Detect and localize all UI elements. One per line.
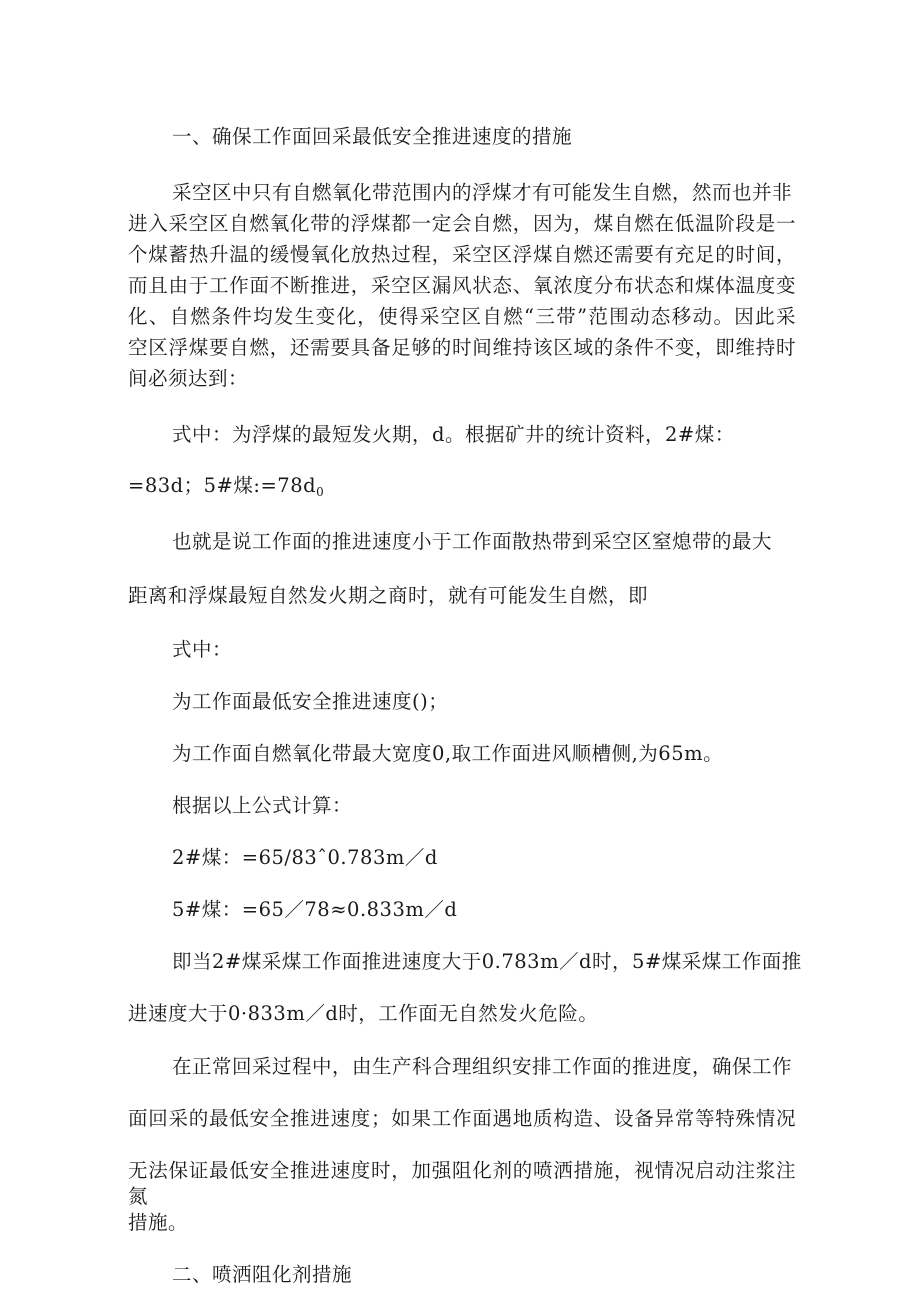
paragraph-1-line-5: 化、自燃条件均发生变化，使得采空区自燃“三带”范围动态移动。因此采 [128, 305, 796, 328]
section-heading-1: 一、确保工作面回采最低安全推进速度的措施 [172, 125, 573, 148]
paragraph-4-line-3: 无法保证最低安全推进速度时，加强阻化剂的喷洒措施，视情况启动注浆注氮 [128, 1159, 796, 1208]
paragraph-1-line-3: 个煤蓄热升温的缓慢氧化放热过程，采空区浮煤自燃还需要有充足的时间， [128, 243, 796, 266]
formula-1-values: =83d；5#煤$:=78d_0$ [128, 474, 325, 499]
calculation-intro: 根据以上公式计算： [172, 794, 353, 817]
paragraph-4-line-1: 在正常回采过程中，由生产科合理组织安排工作面的推进度，确保工作 [172, 1055, 793, 1078]
formula-1-description: 式中：为浮煤的最短发火期，d。根据矿井的统计资料，2#煤： [172, 423, 735, 446]
paragraph-1-line-2: 进入采空区自燃氧化带的浮煤都一定会自燃，因为，煤自燃在低温阶段是一 [128, 212, 796, 235]
formula-2-label: 式中： [172, 638, 233, 661]
paragraph-1-line-7: 间必须达到： [128, 367, 249, 390]
paragraph-1-line-1: 采空区中只有自燃氧化带范围内的浮煤才有可能发生自燃，然而也并非 [172, 181, 793, 204]
definition-1: 为工作面最低安全推进速度()； [172, 690, 449, 713]
definition-2: 为工作面自燃氧化带最大宽度0,取工作面进风顺槽侧,为65m。 [172, 742, 724, 765]
calculation-2-coal: 2#煤：=65/83ˆ0.783m／d [172, 846, 438, 869]
section-heading-2: 二、喷洒阻化剂措施 [172, 1263, 353, 1286]
paragraph-1-line-6: 空区浮煤要自燃，还需要具备足够的时间维持该区域的条件不变，即维持时 [128, 336, 796, 359]
paragraph-1-line-4: 而且由于工作面不断推进，采空区漏风状态、氧浓度分布状态和煤体温度变 [128, 274, 796, 297]
paragraph-3-line-2: 进速度大于0·833m／d时，工作面无自然发火危险。 [128, 1002, 599, 1025]
paragraph-2-line-1: 也就是说工作面的推进速度小于工作面散热带到采空区窒熄带的最大 [172, 530, 773, 553]
calculation-5-coal: 5#煤：=65／78≈0.833m／d [172, 898, 458, 921]
paragraph-4-line-2: 面回采的最低安全推进速度；如果工作面遇地质构造、设备异常等特殊情况 [128, 1107, 796, 1130]
paragraph-3-line-1: 即当2#煤采煤工作面推进速度大于0.783m／d时，5#煤采煤工作面推 [172, 950, 802, 973]
paragraph-2-line-2: 距离和浮煤最短自然发火期之商时，就有可能发生自燃，即 [128, 584, 649, 607]
paragraph-4-line-4: 措施。 [128, 1211, 189, 1234]
